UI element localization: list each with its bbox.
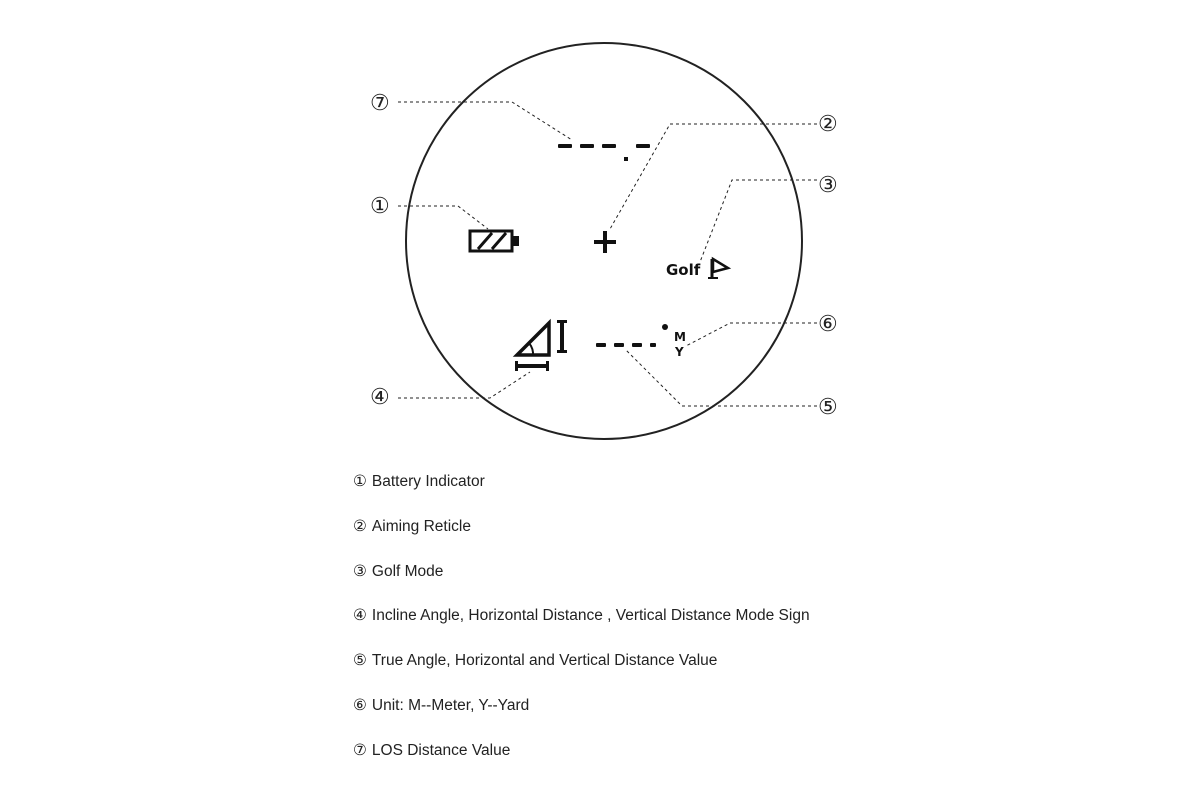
legend-number: ④ [353, 606, 367, 625]
callout-4: ④ [370, 385, 390, 410]
callout-1: ① [370, 194, 390, 219]
legend-item [353, 468, 810, 513]
callout-5: ⑤ [818, 395, 838, 420]
legend-item [353, 602, 810, 647]
legend-item [353, 692, 810, 737]
legend-item [353, 647, 810, 692]
legend-text: True Angle, Horizontal and Vertical Distance Value [371, 652, 718, 670]
legend-item [353, 558, 810, 603]
callout-2: ② [818, 112, 838, 137]
callout-3: ③ [818, 173, 838, 198]
legend-text: Aiming Reticle [371, 517, 471, 535]
legend-number: ⑤ [353, 651, 367, 670]
unit-indicator [662, 324, 686, 359]
golf-mode-indicator [666, 259, 728, 279]
legend-text: Battery Indicator [371, 473, 485, 490]
unit-yard-label: Y [675, 345, 684, 359]
callout-6: ⑥ [818, 312, 838, 337]
legend-text: Golf Mode [371, 562, 444, 580]
callout-7: ⑦ [370, 91, 390, 116]
incline-mode-icon [515, 320, 567, 371]
golf-flag-icon [708, 259, 728, 278]
legend-number: ⑥ [353, 695, 367, 714]
legend-list [353, 468, 810, 782]
legend-item [353, 737, 810, 782]
legend-number: ① [353, 472, 367, 490]
angle-distance-segments [596, 343, 656, 347]
battery-icon [470, 231, 519, 251]
golf-mode-label: Golf [666, 261, 701, 279]
unit-meter-label: M [674, 330, 686, 344]
legend-text: Unit: M--Meter, Y--Yard [371, 696, 530, 714]
legend-item [353, 513, 810, 558]
aiming-reticle-icon [594, 231, 616, 253]
los-distance-segments [558, 144, 650, 161]
legend-number: ③ [353, 561, 367, 580]
legend-number: ⑦ [353, 740, 367, 759]
legend-text: Incline Angle, Horizontal Distance , Vertical Distance Mode Sign [371, 607, 810, 625]
legend-number: ② [353, 516, 367, 535]
legend-text: LOS Distance Value [371, 741, 511, 759]
unit-dot [662, 324, 668, 330]
